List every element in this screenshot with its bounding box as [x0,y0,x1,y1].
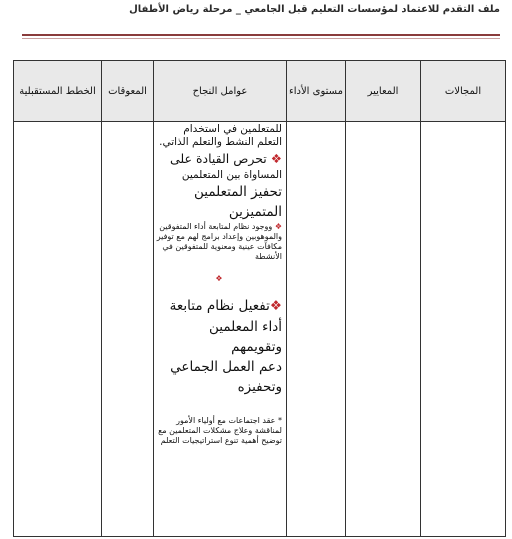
factor-text: المساواة بين المتعلمين [181,168,282,181]
factor-text: أداء المعلمين [209,318,282,335]
col-performance-level: مستوى الأداء [287,61,346,122]
factor-item: ❖ تحرص القيادة على [169,151,282,167]
diamond-bullet-icon: ❖ [215,274,223,284]
factor-text: دعم العمل الجماعي [170,359,282,375]
cell-future-plans [14,122,102,537]
table-header-row [14,61,506,122]
header-rule-thin [22,38,500,39]
factor-text: وتقويمهم [231,338,282,355]
spacer [156,284,282,296]
cell-success-factors [154,122,287,537]
col-obstacles: المعوقات [102,61,154,122]
factor-text: وتحفيزه [237,379,282,396]
document-header: ملف التقدم للاعتماد لمؤسسات التعليم قبل الجامعي _ مرحلة رياض الأطفال [129,4,500,15]
diamond-bullet-icon: ❖ [270,151,282,167]
factor-item: * عقد اجتماعات مع أولياء الأمور لمناقشة وعلاج مشكلات المتعلمين مع توضيح أهمية تنوع استراتيجيات التعلم [158,415,282,445]
factor-text: المتميزين [228,204,282,220]
factor-text: تحفيز المتعلمين [194,183,282,200]
factor-item: ❖ ووجود نظام لمتابعة أداء المتفوقين والموهوبين وإعداد برامج لهم مع توفير مكافآت عينية ومعنوية للمتفوقين في الأنشطة [156,222,282,262]
cell-obstacles [102,122,154,537]
factor-item: ❖تفعيل نظام متابعة [169,298,282,315]
col-criteria: المعايير [346,61,421,122]
factor-text: للمتعلمين في استخدام [183,123,282,135]
diamond-bullet-icon: ❖ [269,298,282,315]
factor-text: التعلم النشط والتعلم الذاتي. [159,136,282,149]
col-future-plans: الخطط المستقبلية [14,61,102,122]
diamond-bullet-icon: ❖ [274,222,282,232]
col-success-factors: عوامل النجاح [154,61,287,122]
evaluation-table [13,60,506,537]
cell-domains [421,122,506,537]
spacer [156,262,282,274]
spacer [156,398,282,416]
col-domains: المجالات [421,61,506,122]
header-rule [22,34,500,36]
cell-performance-level [287,122,346,537]
table-row [14,122,506,537]
cell-criteria [346,122,421,537]
